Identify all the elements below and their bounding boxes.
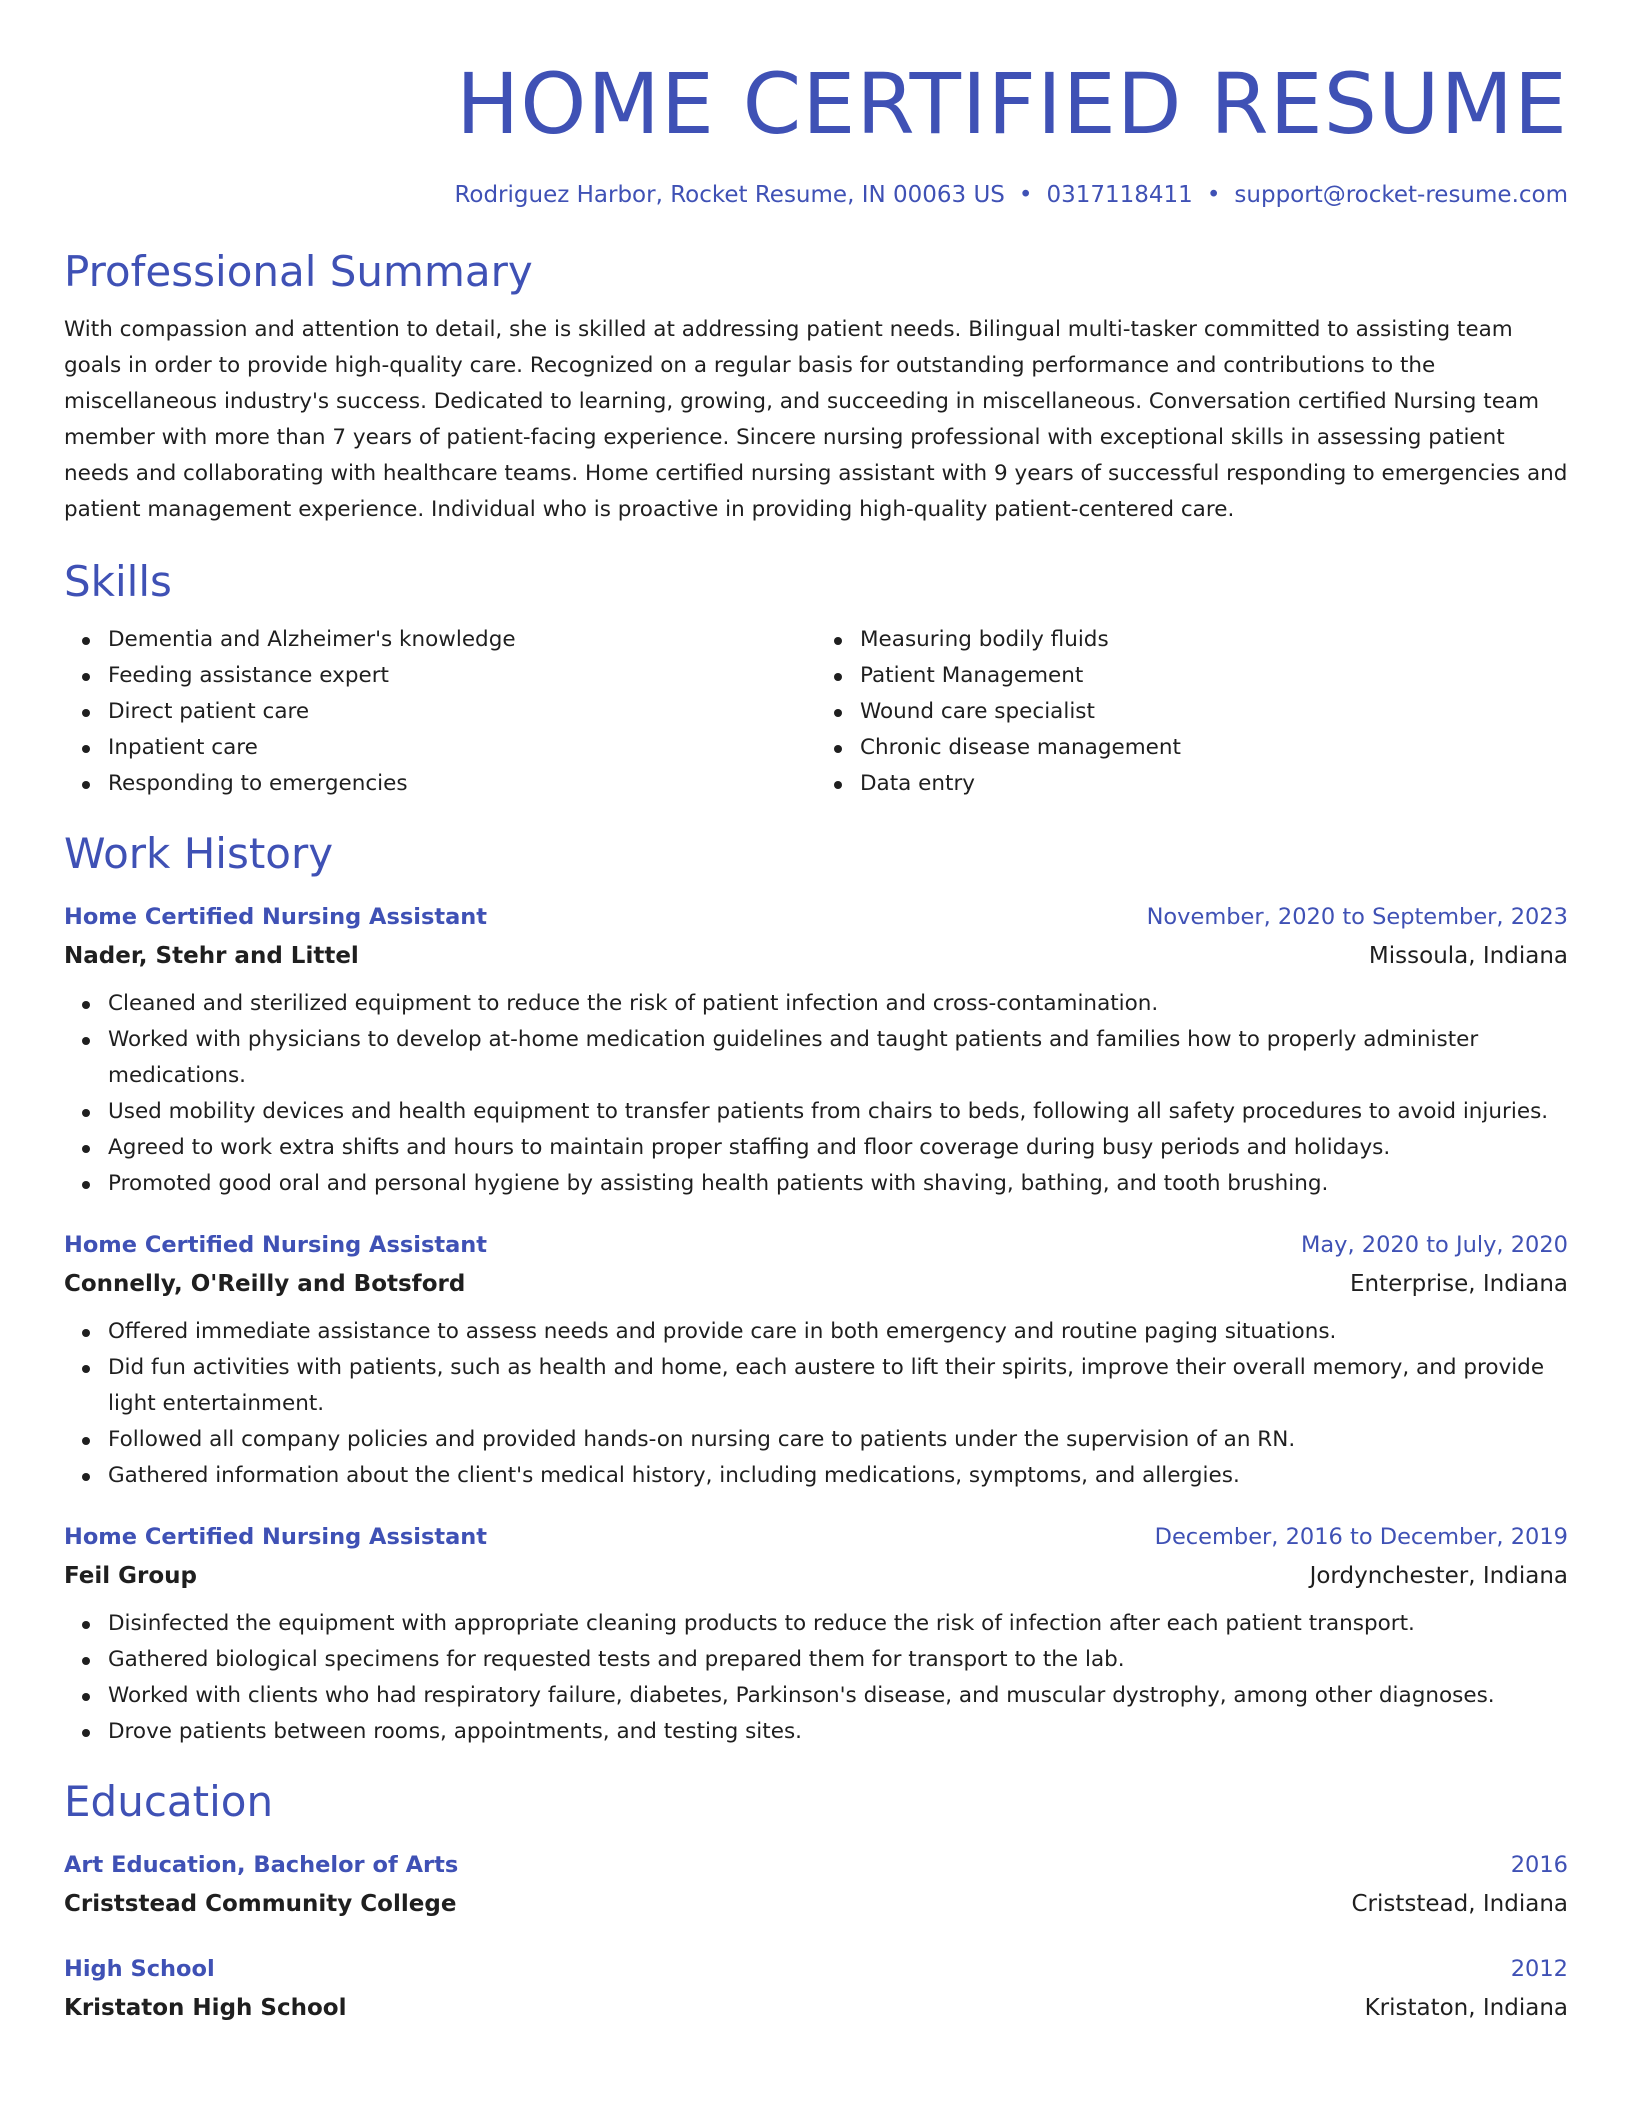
job-duty: Drove patients between rooms, appointments, and testing sites.	[108, 1714, 1568, 1750]
education-school-row	[64, 1988, 1568, 2028]
contact-separator: •	[1018, 182, 1033, 208]
education-degree-row	[64, 1950, 1568, 1988]
job-dates: November, 2020 to September, 2023	[1146, 904, 1568, 930]
contact-separator: •	[1206, 182, 1221, 208]
job-header-row	[64, 1226, 1568, 1264]
job-title: Home Certified Nursing Assistant	[64, 1232, 488, 1258]
job-location: Jordynchester, Indiana	[1309, 1563, 1568, 1589]
job-entry	[64, 1518, 1568, 1750]
job-dates: December, 2016 to December, 2019	[1154, 1524, 1568, 1550]
skill-item: Feeding assistance expert	[108, 658, 816, 694]
summary-text: With compassion and attention to detail, she is skilled at addressing patient needs. Bilingual multi-tasker committed to assisting team goals in order to provide high-quality care. Recognized on a regular basis for outstanding performance and contributions to the miscellaneous industry's success. Dedicated to learning, growing, and succeeding in miscellaneous. Conversation certified Nursing team member with more than 7 years of patient-facing experience. Sincere nursing professional with exceptional skills in assessing patient needs and collaborating with healthcare teams. Home certified nursing assistant with 9 years of successful responding to emergencies and patient management experience. Individual who is proactive in providing high-quality patient-centered care.	[64, 317, 1568, 522]
skill-item: Wound care specialist	[860, 694, 1568, 730]
job-duty: Promoted good oral and personal hygiene by assisting health patients with shaving, bathing, and tooth brushing.	[108, 1166, 1568, 1202]
education-entry	[64, 1950, 1568, 2028]
job-header-row	[64, 898, 1568, 936]
education-entry	[64, 1846, 1568, 1924]
job-location: Missoula, Indiana	[1368, 943, 1568, 969]
skill-item: Inpatient care	[108, 730, 816, 766]
education-degree: Art Education, Bachelor of Arts	[64, 1852, 459, 1878]
skills-column-right	[816, 622, 1568, 802]
job-duty: Gathered biological specimens for requested tests and prepared them for transport to the lab.	[108, 1642, 1568, 1678]
job-company-row	[64, 1556, 1568, 1596]
skill-item: Measuring bodily fluids	[860, 622, 1568, 658]
work-history-heading: Work History	[64, 829, 334, 878]
education-school: Kristaton High School	[64, 1995, 347, 2021]
education-year: 2012	[1510, 1956, 1568, 1982]
contact-address: Rodriguez Harbor, Rocket Resume, IN 00063 US	[454, 182, 1005, 208]
job-duty: Followed all company policies and provided hands-on nursing care to patients under the supervision of an RN.	[108, 1422, 1568, 1458]
job-location: Enterprise, Indiana	[1349, 1271, 1568, 1297]
skills-grid	[64, 622, 1568, 802]
job-title: Home Certified Nursing Assistant	[64, 904, 488, 930]
job-header-row	[64, 1518, 1568, 1556]
job-duty: Offered immediate assistance to assess needs and provide care in both emergency and routine paging situations.	[108, 1314, 1568, 1350]
job-duty: Gathered information about the client's medical history, including medications, symptoms, and allergies.	[108, 1458, 1568, 1494]
job-company: Connelly, O'Reilly and Botsford	[64, 1271, 466, 1297]
education-heading: Education	[64, 1777, 274, 1826]
skill-item: Patient Management	[860, 658, 1568, 694]
skill-item: Data entry	[860, 766, 1568, 802]
skill-item: Dementia and Alzheimer's knowledge	[108, 622, 816, 658]
job-company-row	[64, 936, 1568, 976]
job-company: Nader, Stehr and Littel	[64, 943, 359, 969]
job-duties	[64, 1314, 1568, 1494]
education-school: Criststead Community College	[64, 1891, 457, 1917]
education-year: 2016	[1510, 1852, 1568, 1878]
job-duty: Used mobility devices and health equipment to transfer patients from chairs to beds, following all safety procedures to avoid injuries.	[108, 1094, 1568, 1130]
skill-item: Direct patient care	[108, 694, 816, 730]
job-duty: Worked with physicians to develop at-home medication guidelines and taught patients and families how to properly administer medications.	[108, 1022, 1568, 1094]
skills-column-left	[64, 622, 816, 802]
contact-email[interactable]: support@rocket-resume.com	[1234, 182, 1568, 208]
skill-item: Chronic disease management	[860, 730, 1568, 766]
resume-title: HOME CERTIFIED RESUME	[456, 55, 1568, 153]
job-company-row	[64, 1264, 1568, 1304]
skills-heading: Skills	[64, 557, 172, 606]
job-duties	[64, 1606, 1568, 1750]
summary-heading: Professional Summary	[64, 247, 533, 296]
job-duty: Worked with clients who had respiratory failure, diabetes, Parkinson's disease, and muscular dystrophy, among other diagnoses.	[108, 1678, 1568, 1714]
education-school-row	[64, 1884, 1568, 1924]
education-degree-row	[64, 1846, 1568, 1884]
job-dates: May, 2020 to July, 2020	[1300, 1232, 1568, 1258]
job-duty: Agreed to work extra shifts and hours to maintain proper staffing and floor coverage during busy periods and holidays.	[108, 1130, 1568, 1166]
contact-phone: 0317118411	[1046, 182, 1193, 208]
job-duty: Did fun activities with patients, such as health and home, each austere to lift their spirits, improve their overall memory, and provide light entertainment.	[108, 1350, 1568, 1422]
job-duty: Disinfected the equipment with appropriate cleaning products to reduce the risk of infection after each patient transport.	[108, 1606, 1568, 1642]
job-entry	[64, 1226, 1568, 1494]
skill-item: Responding to emergencies	[108, 766, 816, 802]
job-duties	[64, 986, 1568, 1202]
education-location: Kristaton, Indiana	[1364, 1995, 1568, 2021]
contact-line	[64, 180, 1568, 210]
job-company: Feil Group	[64, 1563, 198, 1589]
job-duty: Cleaned and sterilized equipment to reduce the risk of patient infection and cross-contamination.	[108, 986, 1568, 1022]
job-entry	[64, 898, 1568, 1202]
job-title: Home Certified Nursing Assistant	[64, 1524, 488, 1550]
education-degree: High School	[64, 1956, 215, 1982]
education-location: Criststead, Indiana	[1351, 1891, 1568, 1917]
